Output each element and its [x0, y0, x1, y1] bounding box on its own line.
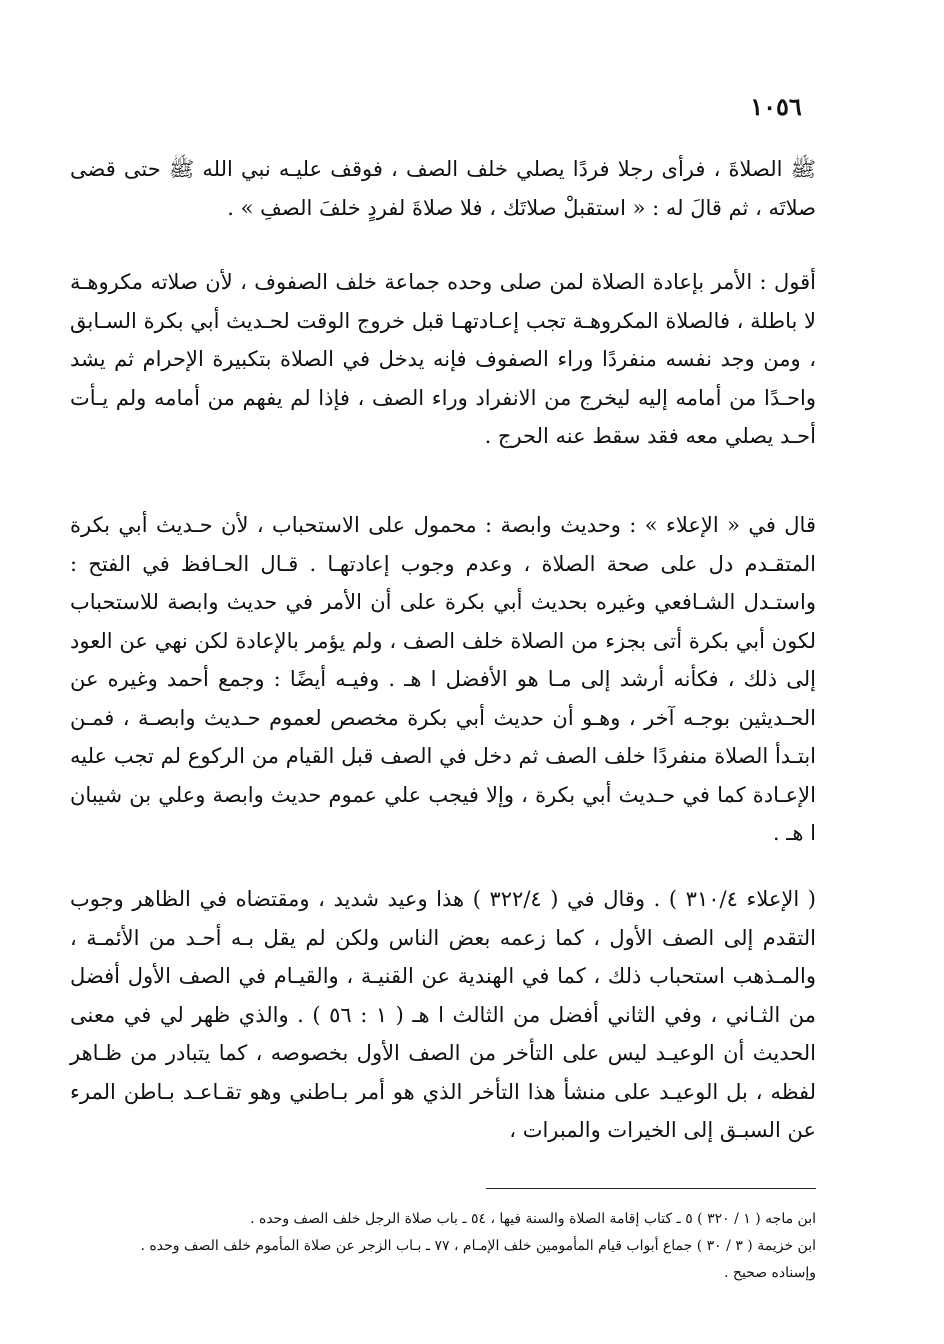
- paragraph-text: ﷺ الصلاةَ ، فرأى رجلا فردًا يصلي خلف الصف ، فوقف عليـه نبي الله ﷺ حتى قضى صلاتَه ، ثم قالَ له : « استقبلْ صلاتَك ، فلا صلاةَ لفردٍ خلفَ الصفِ » .: [70, 157, 816, 220]
- footnotes: [120, 1206, 816, 1287]
- paragraph-text: قال في « الإعلاء » : وحديث وابصة : محمول على الاستحباب ، لأن حـديث أبي بكرة المتقـدم دل على صحة الصلاة ، وعدم وجوب إعادتهـا . قـال الحـافظ في الفتح : واستـدل الشـافعي وغيره بحديث أبي بكرة على أن الأمر في حديث وابصة للاستحباب لكون أبي بكرة أتى بجزء من الصلاة خلف الصف ، ولم يؤمر بالإعادة لكن نهي عن العود إلى ذلك ، فكأنه أرشد إلى مـا هو الأفضل ا هـ . وفيـه أيضًا : وجمع أحمد وغيره عن الحـديثين بوجـه آخر ، وهـو أن حديث أبي بكرة مخصص لعموم حـديث وابصـة ، فمـن ابتـدأ الصلاة منفردًا خلف الصف ثم دخل في الصف قبل القيام من الركوع لم تجب عليه الإعـادة كما في حـديث أبي بكرة ، وإلا فيجب علي عموم حديث وابصة وعلي بن شيبان ا هـ .: [70, 513, 816, 845]
- paragraph-text: أقول : الأمر بإعادة الصلاة لمن صلى وحده جماعة خلف الصفوف ، لأن صلاته مكروهـة لا باطلة ، فالصلاة المكروهـة تجب إعـادتهـا قبل خروج الوقت لحـديث أبي بكرة السـابق ، ومن وجد نفسه منفردًا وراء الصفوف فإنه يدخل في الصلاة بتكبيرة الإحرام ثم يشد واحـدًا من أمامه إليه ليخرج من الانفراد وراء الصف ، فإذا لم يفهم من أمامه ولم يـأت أحـد يصلي معه فقد سقط عنه الحرج .: [70, 270, 816, 448]
- footnote: ابن خزيمة ( ٣ / ٣٠ ) جماع أبواب قيام المأمومين خلف الإمـام ، ٧٧ ـ بـاب الزجر عن صلاة المأموم خلف الصف وحده . وإسناده صحيح .: [140, 1238, 816, 1281]
- paragraph-1: [70, 150, 816, 227]
- paragraph-4: [70, 880, 816, 1150]
- paragraph-2: [70, 263, 816, 456]
- paragraph-3: [70, 506, 816, 853]
- footnote-divider: [486, 1188, 816, 1189]
- footnote: ابن ماجه ( ١ / ٣٢٠ ) ٥ ـ كتاب إقامة الصلاة والسنة فيها ، ٥٤ ـ باب صلاة الرجل خلف الصف وحده .: [250, 1211, 816, 1227]
- paragraph-text: ( الإعلاء ٣١٠/٤ ) . وقال في ( ٣٢٢/٤ ) هذا وعيد شديد ، ومقتضاه في الظاهر وجوب التقدم إلى الصف الأول ، كما زعمه بعض الناس ولكن لم يقل بـه أحـد من الأئمـة ، والمـذهب استحباب ذلك ، كما في الهندية عن القنيـة ، والقيـام في الصف الأول أفضل من الثـاني ، وفي الثاني أفضل من الثالث ا هـ ( ١ : ٥٦ ) . والذي ظهر لي في معنى الحديث أن الوعيـد ليس على التأخر من الصف الأول بخصوصه ، كما يتبادر من ظـاهر لفظه ، بل الوعيـد على منشأ هذا التأخر الذي هو أمر بـاطني وهو تقـاعـد بـاطن المرء عن السبـق إلى الخيرات والمبرات ،: [70, 887, 816, 1142]
- page-number: ١٠٥٦: [750, 92, 802, 121]
